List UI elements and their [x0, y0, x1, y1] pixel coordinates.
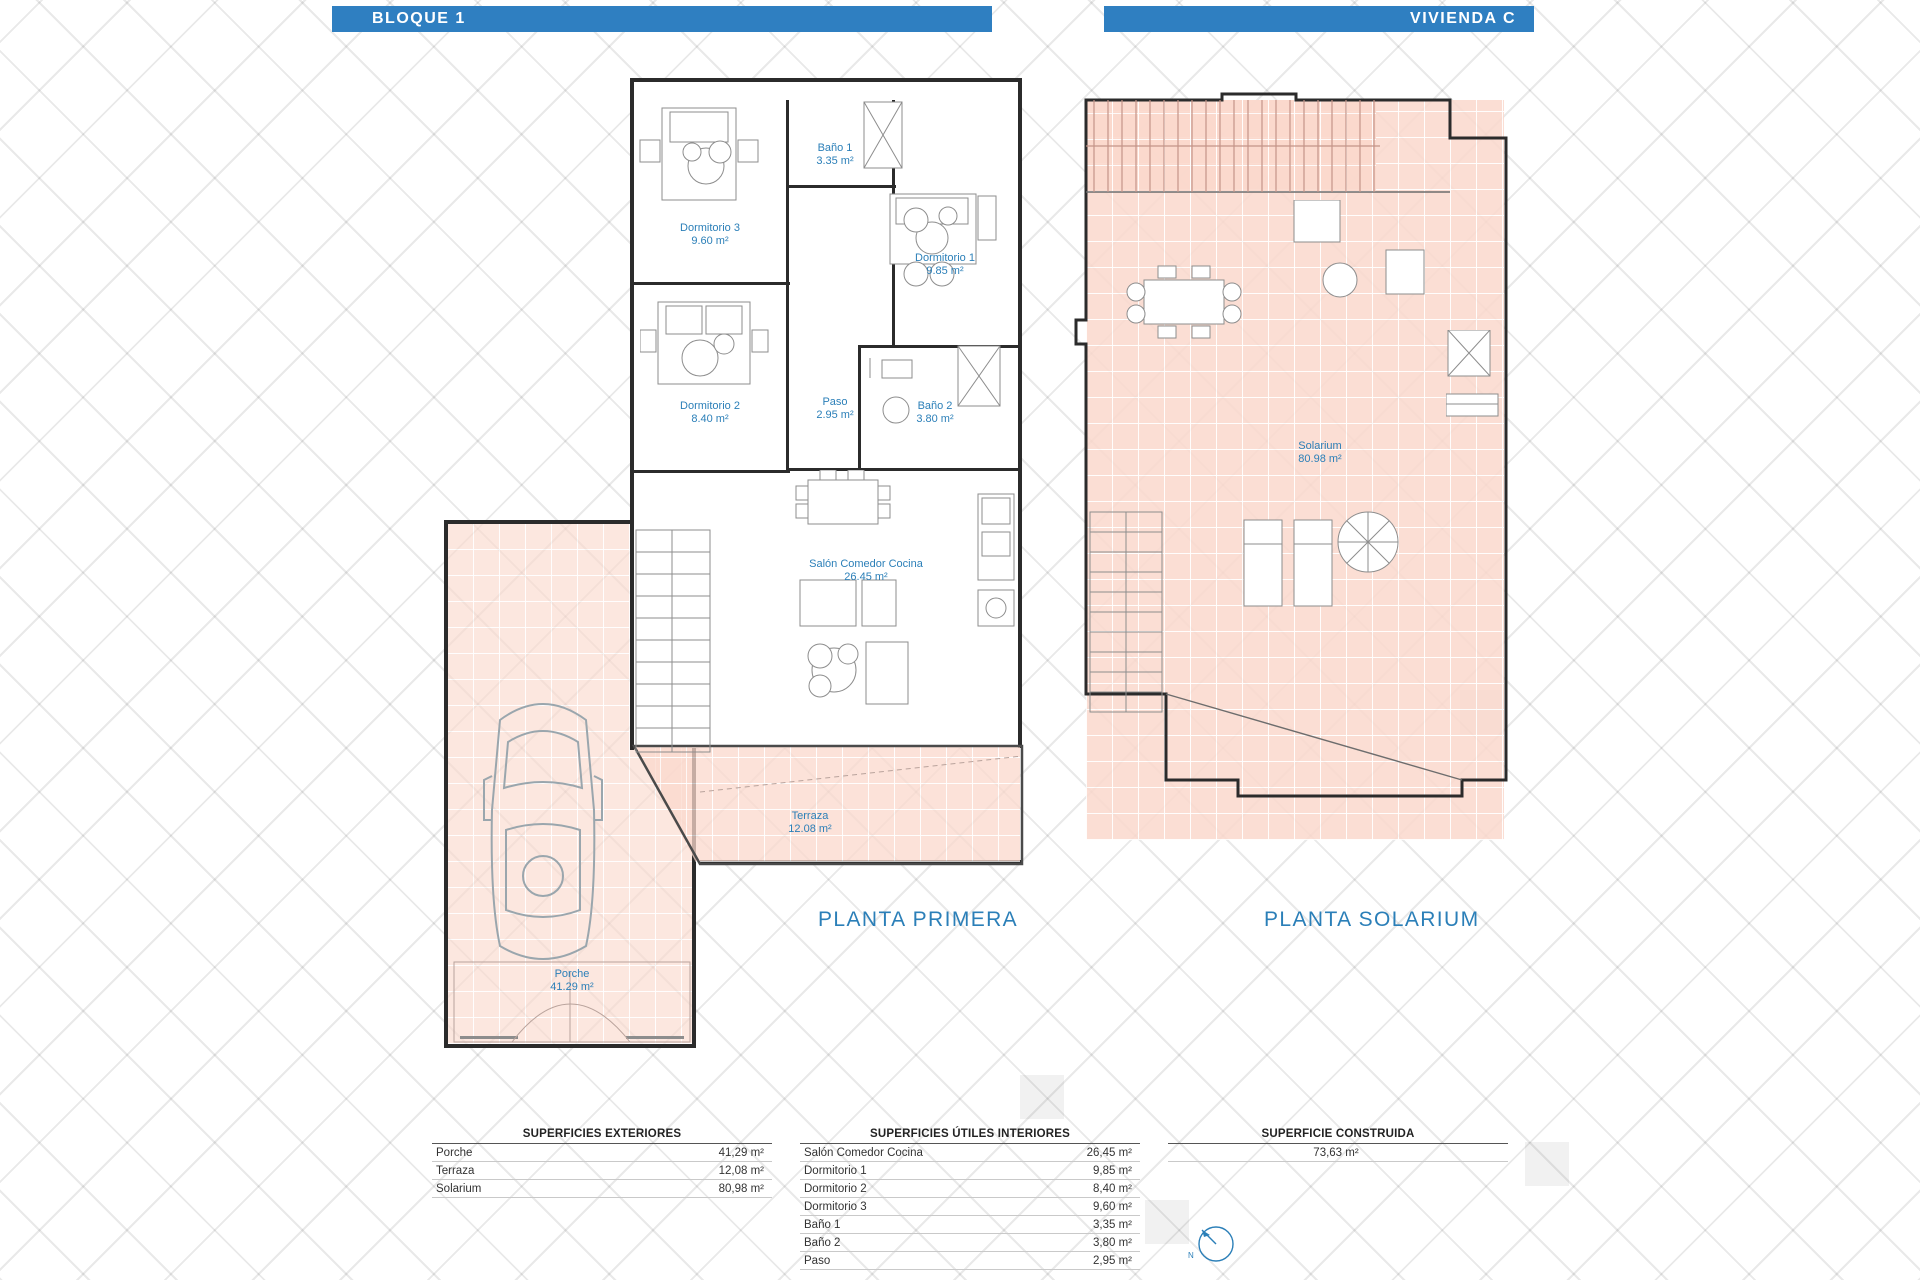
row-value: 80,98 m² — [718, 1182, 764, 1195]
solarium-area: 80.98 m² — [1298, 453, 1342, 465]
wall-left-upper — [630, 78, 634, 492]
terraza-area: 12.08 m² — [788, 823, 832, 835]
porche-wall-left — [444, 520, 448, 1048]
bano2-area: 3.80 m² — [916, 413, 954, 425]
table-row — [800, 1198, 1140, 1216]
table-interiores-title: SUPERFICIES ÚTILES INTERIORES — [800, 1128, 1140, 1144]
sun-loungers — [1240, 500, 1440, 630]
svg-text:N: N — [1188, 1251, 1194, 1260]
salon-area: 26.45 m² — [844, 571, 888, 583]
row-label: Porche — [436, 1146, 473, 1159]
row-value: 8,40 m² — [1093, 1182, 1132, 1195]
row-value: 2,95 m² — [1093, 1254, 1132, 1267]
row-label: Salón Comedor Cocina — [804, 1146, 923, 1159]
dormitorio1-label — [875, 252, 1015, 278]
banner-vivienda-label: VIVIENDA C — [1410, 10, 1516, 27]
solarium-label — [1250, 440, 1390, 466]
dormitorio1-area: 9.85 m² — [926, 265, 964, 277]
table-construida-title: SUPERFICIE CONSTRUIDA — [1168, 1128, 1508, 1144]
table-row — [432, 1144, 772, 1162]
bano2-name: Baño 2 — [917, 400, 953, 412]
row-value: 3,80 m² — [1093, 1236, 1132, 1249]
solarium-outline — [1070, 80, 1530, 870]
wall-partition-h1 — [630, 282, 790, 285]
paso-name: Paso — [822, 396, 848, 408]
row-value: 26,45 m² — [1086, 1146, 1132, 1159]
compass-rose — [1182, 1218, 1242, 1268]
row-label: Paso — [804, 1254, 831, 1267]
banner-bloque — [332, 6, 992, 32]
salon-label — [756, 558, 976, 584]
planta-solarium-plan — [1060, 0, 1680, 1100]
row-label: Terraza — [436, 1164, 475, 1177]
car-icon — [478, 680, 608, 980]
dormitorio3-name: Dormitorio 3 — [680, 222, 740, 234]
row-label: Dormitorio 3 — [804, 1200, 867, 1213]
banner-vivienda — [1104, 6, 1534, 32]
row-value: 9,85 m² — [1093, 1164, 1132, 1177]
solarium-storage-unit — [1446, 330, 1522, 440]
table-row — [800, 1162, 1140, 1180]
porche-name: Porche — [554, 968, 590, 980]
solarium-name: Solarium — [1298, 440, 1342, 452]
planta-primera-title: PLANTA PRIMERA — [818, 908, 1019, 931]
table-row — [800, 1234, 1140, 1252]
table-row — [800, 1180, 1140, 1198]
row-label: Solarium — [436, 1182, 482, 1195]
salon-furniture — [790, 470, 1030, 760]
dormitorio2-area: 8.40 m² — [691, 413, 729, 425]
dormitorio2-furniture — [640, 296, 800, 406]
pergola-slats — [1086, 100, 1380, 196]
bano2-label — [880, 400, 990, 426]
table-row — [800, 1216, 1140, 1234]
bano1-name: Baño 1 — [817, 142, 853, 154]
solarium-staircase — [1088, 510, 1188, 720]
dormitorio2-name: Dormitorio 2 — [680, 400, 740, 412]
table-row — [800, 1144, 1140, 1162]
terraza-label — [730, 810, 890, 836]
table-superficies-interiores — [800, 1128, 1140, 1270]
dormitorio3-furniture — [636, 100, 786, 215]
paso-area: 2.95 m² — [816, 409, 854, 421]
table-row — [1168, 1144, 1508, 1162]
staircase — [634, 528, 744, 758]
table-row — [800, 1252, 1140, 1270]
terraza-name: Terraza — [791, 810, 829, 822]
row-value: 41,29 m² — [718, 1146, 764, 1159]
outdoor-dining-set — [1122, 262, 1252, 352]
dormitorio1-name: Dormitorio 1 — [915, 252, 975, 264]
row-label: Dormitorio 1 — [804, 1164, 867, 1177]
dormitorio2-label — [640, 400, 780, 426]
salon-name: Salón Comedor Cocina — [809, 558, 923, 570]
porche-area: 41.29 m² — [550, 981, 594, 993]
table-exteriores-title: SUPERFICIES EXTERIORES — [432, 1128, 772, 1144]
dormitorio3-label — [640, 222, 780, 248]
wall-partition-h2 — [630, 470, 790, 473]
dormitorio3-area: 9.60 m² — [691, 235, 729, 247]
terraza-outline — [630, 742, 1030, 872]
paso-label — [790, 396, 880, 422]
porche-label — [487, 968, 657, 994]
bano1-area: 3.35 m² — [816, 155, 854, 167]
table-superficie-construida — [1168, 1128, 1508, 1162]
table-row — [432, 1180, 772, 1198]
wall-top — [630, 78, 1022, 82]
row-label: Baño 1 — [804, 1218, 841, 1231]
table-row — [432, 1162, 772, 1180]
bano1-label — [780, 142, 890, 168]
lounge-chairs — [1290, 200, 1430, 310]
banner-bloque-label: BLOQUE 1 — [372, 10, 466, 27]
planta-primera-plan — [0, 0, 1060, 1100]
wall-partition-v1 — [786, 100, 789, 285]
row-label: Baño 2 — [804, 1236, 841, 1249]
row-value: 12,08 m² — [718, 1164, 764, 1177]
row-value: 73,63 m² — [1313, 1146, 1359, 1159]
row-value: 3,35 m² — [1093, 1218, 1132, 1231]
row-label: Dormitorio 2 — [804, 1182, 867, 1195]
background-blob-4 — [1525, 1142, 1569, 1186]
row-value: 9,60 m² — [1093, 1200, 1132, 1213]
planta-solarium-title: PLANTA SOLARIUM — [1264, 908, 1480, 931]
table-superficies-exteriores — [432, 1128, 772, 1198]
